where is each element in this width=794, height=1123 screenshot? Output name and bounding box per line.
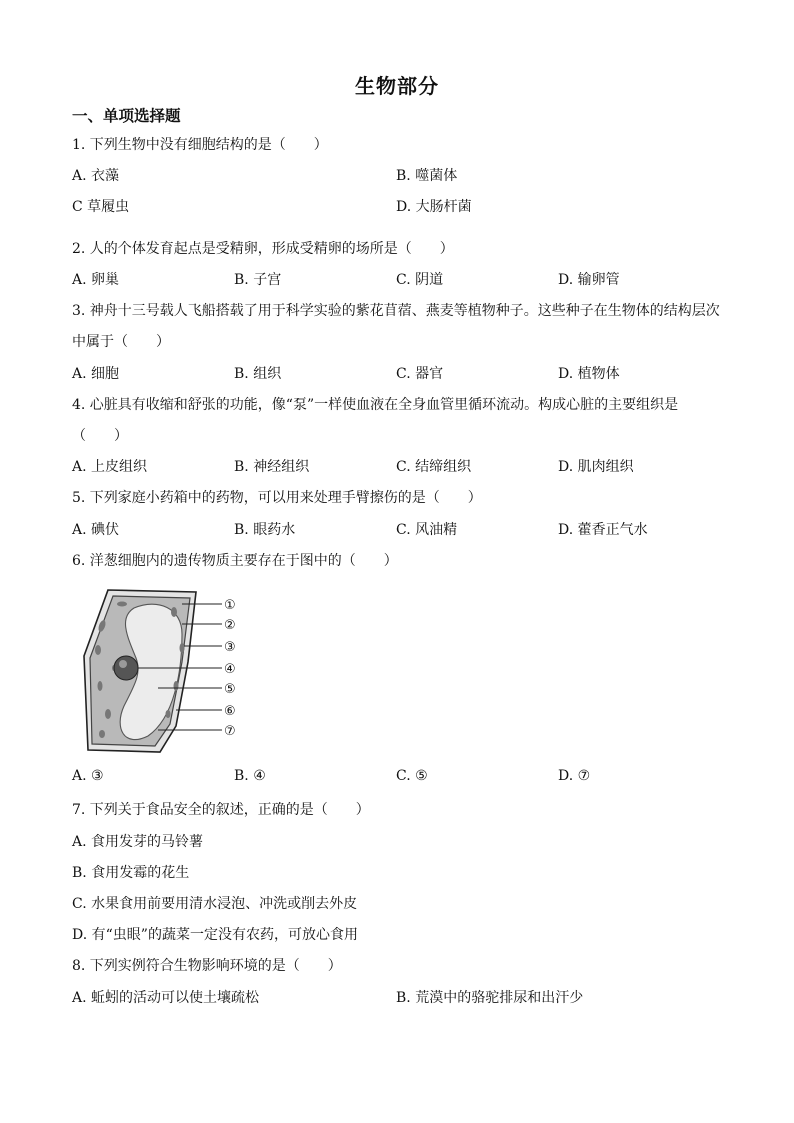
question-3-option-d[interactable]: D. 植物体 xyxy=(558,366,620,382)
question-2-stem: 2. 人的个体发育起点是受精卵，形成受精卵的场所是（ ） xyxy=(72,241,454,257)
question-3-option-c[interactable]: C. 器官 xyxy=(396,366,444,382)
question-3-option-a[interactable]: A. 细胞 xyxy=(72,366,120,382)
question-6-option-a[interactable]: A. ③ xyxy=(72,768,104,784)
onion-cell-diagram xyxy=(78,586,258,756)
question-5-option-c[interactable]: C. 风油精 xyxy=(396,522,458,538)
question-4-option-c[interactable]: C. 结缔组织 xyxy=(396,459,472,475)
question-2-option-b[interactable]: B. 子宫 xyxy=(234,272,282,288)
question-7-stem: 7. 下列关于食品安全的叙述，正确的是（ ） xyxy=(72,802,370,818)
section-heading: 一、单项选择题 xyxy=(72,106,181,125)
question-7-option-d[interactable]: D. 有“虫眼”的蔬菜一定没有农药，可放心食用 xyxy=(72,927,358,943)
diagram-label-2: ② xyxy=(224,618,236,633)
diagram-label-3: ③ xyxy=(224,640,236,655)
question-3-stem-line-1: 3. 神舟十三号载人飞船搭载了用于科学实验的紫花苜蓿、燕麦等植物种子。这些种子在生物体的结构层次 xyxy=(72,303,720,319)
question-1-option-b[interactable]: B. 噬菌体 xyxy=(396,168,458,184)
question-2-option-a[interactable]: A. 卵巢 xyxy=(72,272,120,288)
question-4-option-b[interactable]: B. 神经组织 xyxy=(234,459,310,475)
question-7-option-b[interactable]: B. 食用发霉的花生 xyxy=(72,865,190,881)
question-8-stem: 8. 下列实例符合生物影响环境的是（ ） xyxy=(72,958,342,974)
question-5-option-a[interactable]: A. 碘伏 xyxy=(72,522,120,538)
question-1-stem: 1. 下列生物中没有细胞结构的是（ ） xyxy=(72,137,328,153)
question-8-option-a[interactable]: A. 蚯蚓的活动可以使土壤疏松 xyxy=(72,990,260,1006)
question-1-option-d[interactable]: D. 大肠杆菌 xyxy=(396,199,472,215)
question-6-option-b[interactable]: B. ④ xyxy=(234,768,266,784)
question-1-option-a[interactable]: A. 衣藻 xyxy=(72,168,120,184)
diagram-label-6: ⑥ xyxy=(224,704,236,719)
question-5-stem: 5. 下列家庭小药箱中的药物，可以用来处理手臂擦伤的是（ ） xyxy=(72,490,482,506)
diagram-label-4: ④ xyxy=(224,662,236,677)
question-4-stem-line-1: 4. 心脏具有收缩和舒张的功能，像“泵”一样使血液在全身血管里循环流动。构成心脏的主要组织是 xyxy=(72,397,679,413)
question-4-option-a[interactable]: A. 上皮组织 xyxy=(72,459,148,475)
question-4-option-d[interactable]: D. 肌肉组织 xyxy=(558,459,634,475)
page-title: 生物部分 xyxy=(355,74,439,98)
question-5-option-d[interactable]: D. 藿香正气水 xyxy=(558,522,648,538)
question-6-option-d[interactable]: D. ⑦ xyxy=(558,768,591,784)
question-4-stem-line-2: （ ） xyxy=(72,428,128,444)
question-5-option-b[interactable]: B. 眼药水 xyxy=(234,522,296,538)
question-2-option-c[interactable]: C. 阴道 xyxy=(396,272,444,288)
question-1-option-c[interactable]: C 草履虫 xyxy=(72,199,130,215)
question-7-option-a[interactable]: A. 食用发芽的马铃薯 xyxy=(72,834,204,850)
question-2-option-d[interactable]: D. 输卵管 xyxy=(558,272,620,288)
question-8-option-b[interactable]: B. 荒漠中的骆驼排尿和出汗少 xyxy=(396,990,584,1006)
question-6-stem: 6. 洋葱细胞内的遗传物质主要存在于图中的（ ） xyxy=(72,553,398,569)
diagram-label-5: ⑤ xyxy=(224,682,236,697)
diagram-label-1: ① xyxy=(224,598,236,613)
question-7-option-c[interactable]: C. 水果食用前要用清水浸泡、冲洗或削去外皮 xyxy=(72,896,358,912)
question-3-option-b[interactable]: B. 组织 xyxy=(234,366,282,382)
question-6-option-c[interactable]: C. ⑤ xyxy=(396,768,428,784)
question-3-stem-line-2: 中属于（ ） xyxy=(72,334,170,350)
nucleus xyxy=(114,656,138,680)
diagram-label-7: ⑦ xyxy=(224,724,236,739)
